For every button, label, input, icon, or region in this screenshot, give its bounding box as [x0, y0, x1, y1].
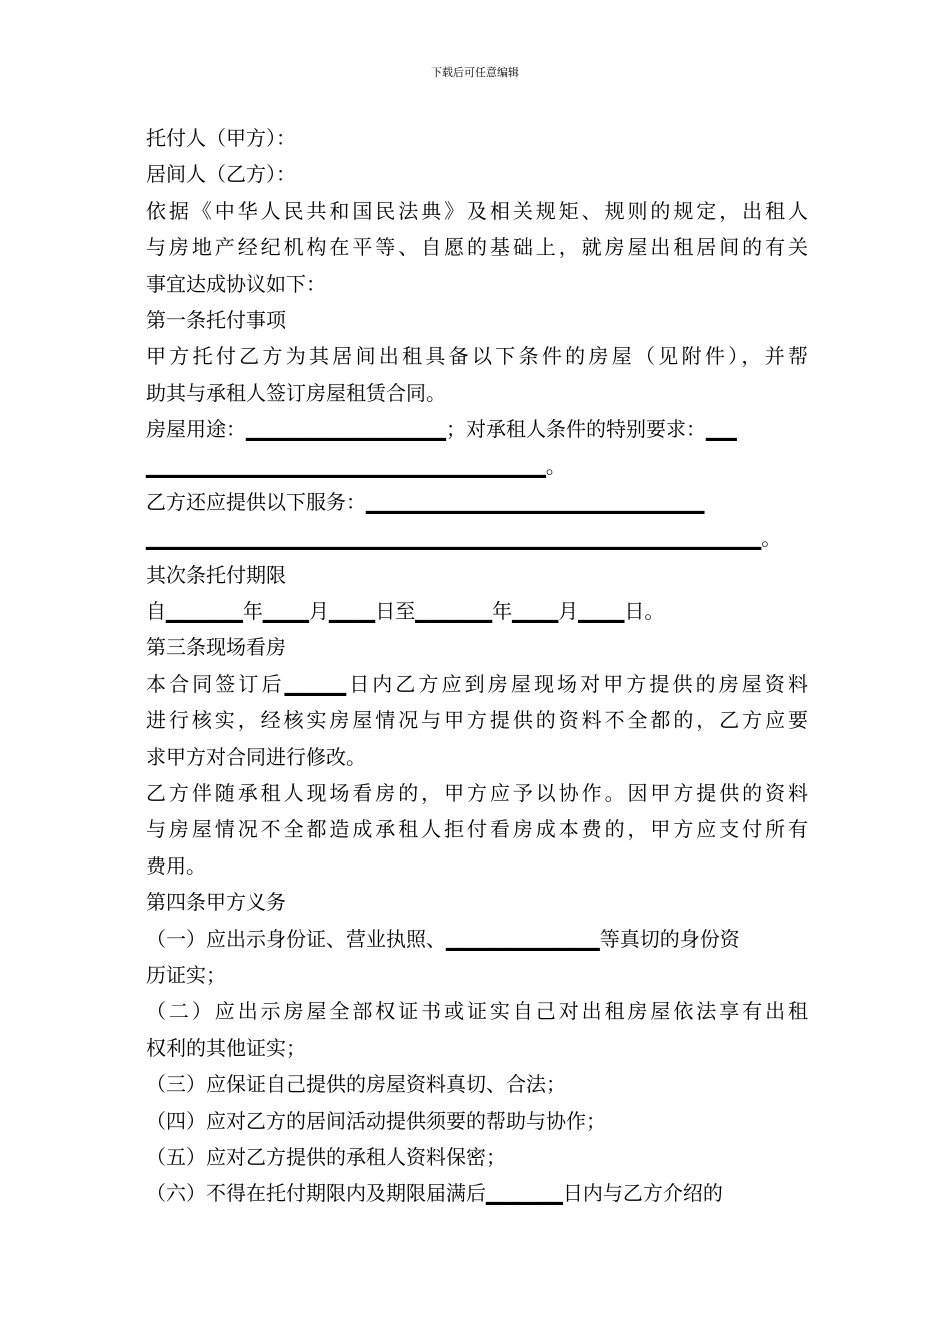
article-2-heading: 其次条托付期限	[146, 562, 286, 587]
article-4-heading: 第四条甲方义务	[146, 890, 286, 915]
article-4-item: 历证实；	[146, 962, 226, 987]
article-4-item: （四）应对乙方的居间活动提供须要的帮助与协作；	[146, 1108, 606, 1133]
article-4-item: （三）应保证自己提供的房屋资料真切、合法；	[146, 1072, 566, 1097]
article-4-item: （六）不得在托付期限内及期限届满后▁▁▁▁▁日内与乙方介绍的	[146, 1181, 723, 1206]
article-3-text: 进行核实，经核实房屋情况与甲方提供的资料不全都的，乙方应要	[146, 708, 808, 733]
article-4-item: 权利的其他证实；	[146, 1035, 306, 1060]
article-3-heading: 第三条现场看房	[146, 635, 286, 660]
article-3-text: 求甲方对合同进行修改。	[146, 744, 366, 769]
document-body	[146, 120, 808, 1212]
preamble-line: 与房地产经纪机构在平等、自愿的基础上，就房屋出租居间的有关	[146, 235, 808, 260]
preamble-line: 依据《中华人民共和国民法典》及相关规矩、规则的规定，出租人	[146, 198, 808, 223]
article-3-text: 本合同签订后▁▁▁▁日内乙方应到房屋现场对甲方提供的房屋资料	[146, 671, 808, 696]
term-dates-line: 自▁▁▁▁▁年▁▁▁月▁▁▁日至▁▁▁▁▁年▁▁▁月▁▁▁日。	[146, 599, 665, 624]
article-4-item: （二）应出示房屋全部权证书或证实自己对出租房屋依法享有出租	[146, 999, 808, 1024]
article-1-heading: 第一条托付事项	[146, 307, 286, 332]
house-use-blank-line: 房屋用途：▁▁▁▁▁▁▁▁▁▁▁▁▁；对承租人条件的特别要求：▁▁	[146, 417, 737, 442]
page-header-note: 下载后可任意编辑	[431, 66, 519, 79]
article-1-text: 甲方托付乙方为其居间出租具备以下条件的房屋（见附件），并帮	[146, 344, 808, 369]
article-3-text: 费用。	[146, 853, 206, 878]
extra-services-blank-line: 乙方还应提供以下服务：▁▁▁▁▁▁▁▁▁▁▁▁▁▁▁▁▁▁▁▁▁▁	[146, 489, 705, 514]
article-3-text: 与房屋情况不全都造成承租人拒付看房成本费的，甲方应支付所有	[146, 817, 808, 842]
house-use-blank-line: ▁▁▁▁▁▁▁▁▁▁▁▁▁▁▁▁▁▁▁▁▁▁▁▁▁▁。	[146, 453, 566, 478]
article-4-item: （五）应对乙方提供的承租人资料保密；	[146, 1144, 506, 1169]
party-a-line: 托付人（甲方）：	[146, 126, 296, 150]
extra-services-blank-line: ▁▁▁▁▁▁▁▁▁▁▁▁▁▁▁▁▁▁▁▁▁▁▁▁▁▁▁▁▁▁▁▁▁▁▁▁▁▁▁▁。	[146, 526, 782, 551]
party-b-line: 居间人（乙方）：	[146, 162, 296, 187]
preamble-line: 事宜达成协议如下：	[146, 271, 326, 296]
article-4-item: （一）应出示身份证、营业执照、▁▁▁▁▁▁▁▁▁▁等真切的身份资	[146, 926, 740, 951]
article-1-text: 助其与承租人签订房屋租赁合同。	[146, 380, 446, 405]
article-3-text: 乙方伴随承租人现场看房的，甲方应予以协作。因甲方提供的资料	[146, 781, 808, 806]
